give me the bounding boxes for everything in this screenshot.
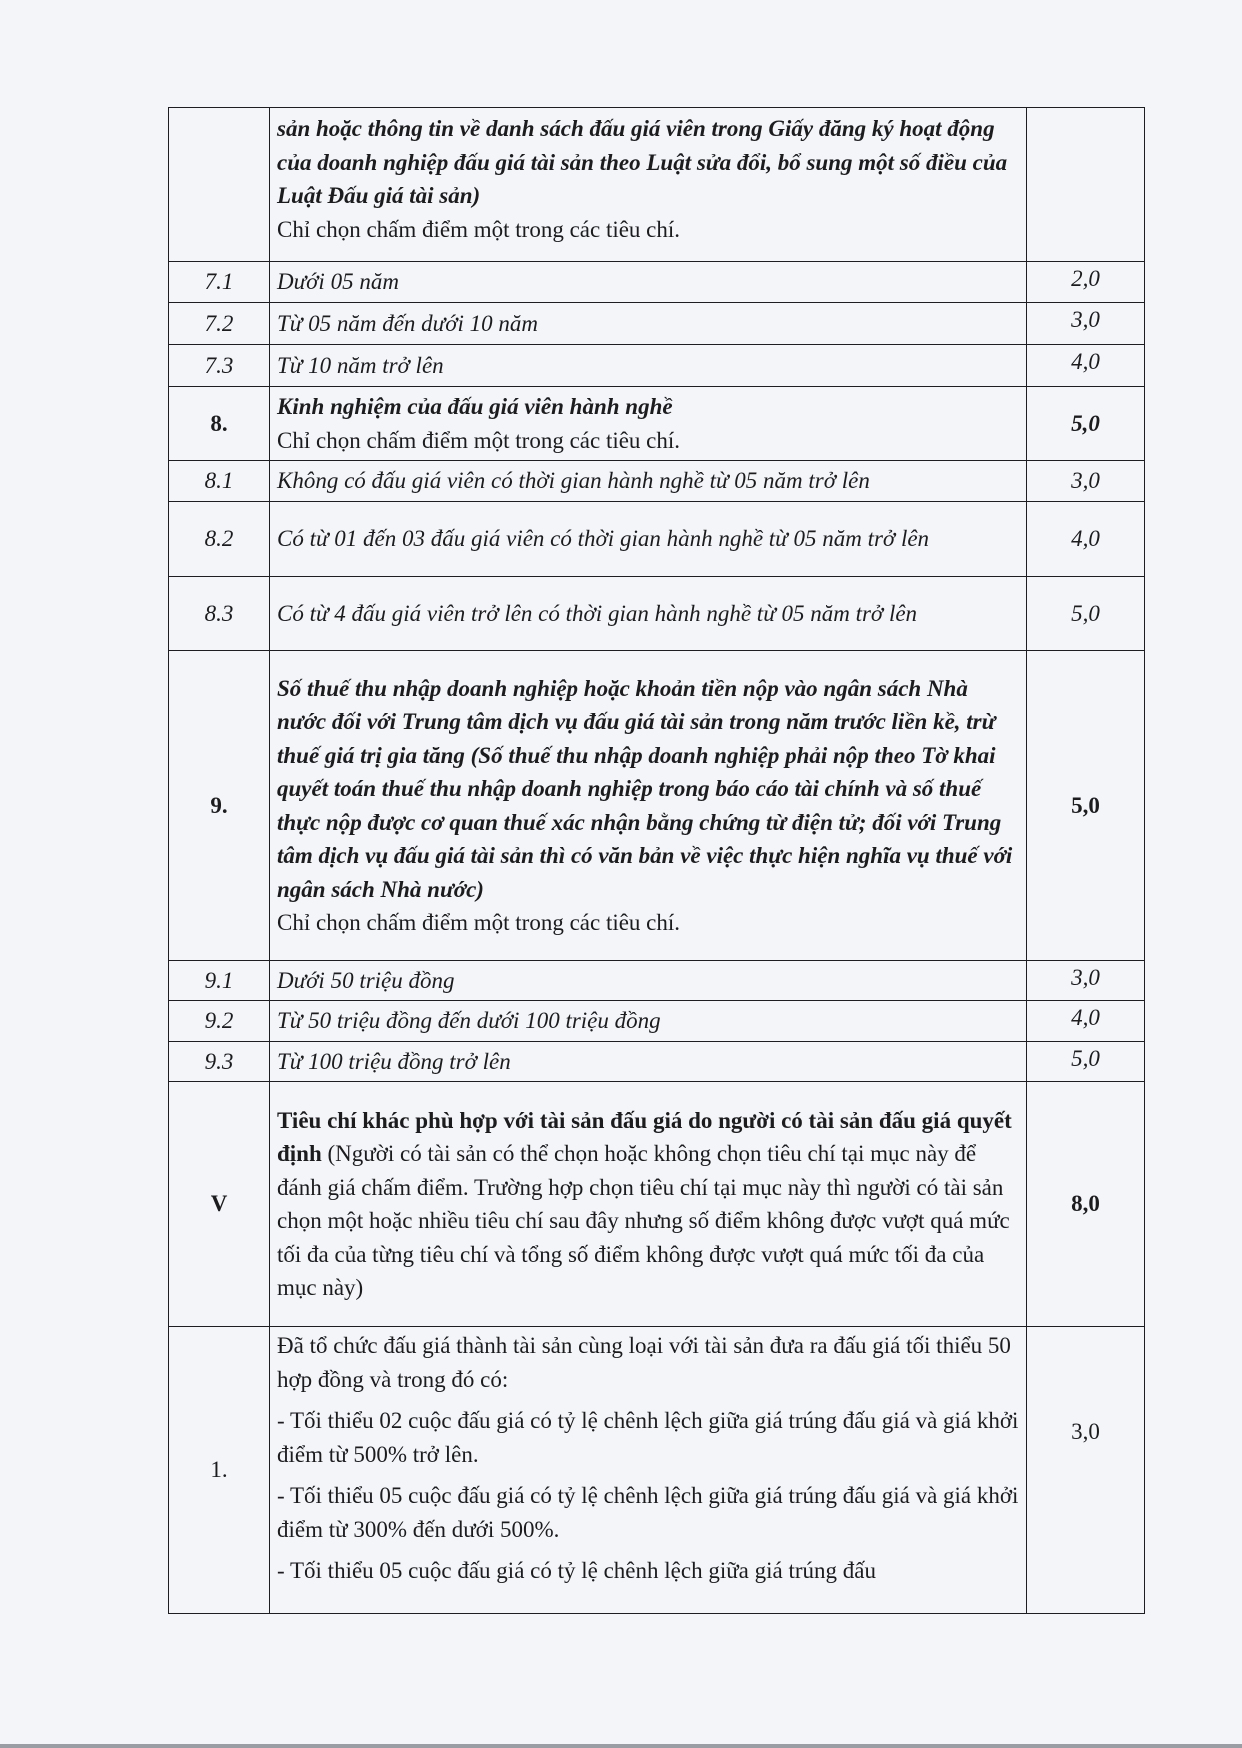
criterion-paragraph: - Tối thiểu 05 cuộc đấu giá có tỷ lệ chênh lệch giữa giá trúng đấu [277, 1558, 876, 1583]
table-row [169, 577, 1145, 651]
max-score [1027, 108, 1145, 262]
table-row [169, 262, 1145, 303]
section-title: Tiêu chí khác phù hợp với tài sản đấu giá do người có tài sản đấu giá quyết định [277, 1107, 1012, 1166]
table-row [169, 502, 1145, 577]
row-number: 7.1 [169, 262, 270, 303]
criterion-text [270, 651, 1027, 961]
table-row [169, 961, 1145, 1001]
row-number: 8.1 [169, 461, 270, 502]
scoring-criteria-table [168, 107, 1145, 1614]
score: 3,0 [1027, 303, 1145, 345]
criterion-paragraph: - Tối thiểu 02 cuộc đấu giá có tỷ lệ chênh lệch giữa giá trúng đấu giá và giá khởi điểm từ 500% trở lên. [277, 1408, 1019, 1467]
score: 3,0 [1027, 961, 1145, 1001]
table-row [169, 1082, 1145, 1327]
table-row [169, 108, 1145, 262]
row-number: 1. [169, 1327, 270, 1614]
row-number: 8. [169, 387, 270, 461]
criterion-text: Có từ 01 đến 03 đấu giá viên có thời gian hành nghề từ 05 năm trở lên [270, 502, 1027, 577]
score: 3,0 [1027, 461, 1145, 502]
max-score: 5,0 [1027, 387, 1145, 461]
criterion-text: Dưới 05 năm [270, 262, 1027, 303]
table-row [169, 1001, 1145, 1042]
row-number: 8.3 [169, 577, 270, 651]
criterion-text: Không có đấu giá viên có thời gian hành nghề từ 05 năm trở lên [270, 461, 1027, 502]
score: 4,0 [1027, 345, 1145, 387]
score: 5,0 [1027, 1042, 1145, 1082]
score: 5,0 [1027, 577, 1145, 651]
criterion-note: Chỉ chọn chấm điểm một trong các tiêu chí. [277, 427, 681, 453]
criterion-title: sản hoặc thông tin về danh sách đấu giá viên trong Giấy đăng ký hoạt động của doanh nghiệp đấu giá tài sản theo Luật sửa đổi, bổ sung một số điều của Luật Đấu giá tài sản) [277, 116, 1008, 208]
section-number: V [169, 1082, 270, 1327]
criterion-text: Từ 100 triệu đồng trở lên [270, 1042, 1027, 1082]
score: 4,0 [1027, 1001, 1145, 1042]
table-row [169, 303, 1145, 345]
row-number: 9.3 [169, 1042, 270, 1082]
criterion-title: Số thuế thu nhập doanh nghiệp hoặc khoản tiền nộp vào ngân sách Nhà nước đối với Trung tâm dịch vụ đấu giá tài sản trong năm trước liền kề, trừ thuế giá trị gia tăng (Số thuế thu nhập doanh nghiệp phải nộp theo Tờ khai quyết toán thuế thu nhập doanh nghiệp trong báo cáo tài chính và số thuế thực nộp được cơ quan thuế xác nhận bằng chứng từ điện tử; đối với Trung tâm dịch vụ đấu giá tài sản thì có văn bản về việc thực hiện nghĩa vụ thuế với ngân sách Nhà nước) [277, 675, 1013, 902]
criterion-text: Từ 05 năm đến dưới 10 năm [270, 303, 1027, 345]
table-row [169, 1042, 1145, 1082]
table-row [169, 1327, 1145, 1614]
criterion-text [270, 108, 1027, 262]
criterion-text [270, 1082, 1027, 1327]
table-row [169, 461, 1145, 502]
row-number: 9.1 [169, 961, 270, 1001]
row-number: 8.2 [169, 502, 270, 577]
max-score: 5,0 [1027, 651, 1145, 961]
criterion-text [270, 1327, 1027, 1614]
row-number: 7.2 [169, 303, 270, 345]
criterion-text: Từ 10 năm trở lên [270, 345, 1027, 387]
score: 2,0 [1027, 262, 1145, 303]
score: 4,0 [1027, 502, 1145, 577]
scan-edge [0, 1744, 1242, 1748]
max-score: 8,0 [1027, 1082, 1145, 1327]
row-number: 9.2 [169, 1001, 270, 1042]
table-row [169, 651, 1145, 961]
criterion-text: Từ 50 triệu đồng đến dưới 100 triệu đồng [270, 1001, 1027, 1042]
criterion-text: Có từ 4 đấu giá viên trở lên có thời gian hành nghề từ 05 năm trở lên [270, 577, 1027, 651]
criterion-note: Chỉ chọn chấm điểm một trong các tiêu chí. [277, 216, 681, 242]
table-row [169, 345, 1145, 387]
criterion-paragraph: - Tối thiểu 05 cuộc đấu giá có tỷ lệ chênh lệch giữa giá trúng đấu giá và giá khởi điểm từ 300% đến dưới 500%. [277, 1483, 1019, 1542]
criterion-paragraph: Đã tổ chức đấu giá thành tài sản cùng loại với tài sản đưa ra đấu giá tối thiểu 50 hợp đồng và trong đó có: [277, 1333, 1011, 1392]
criterion-title: Kinh nghiệm của đấu giá viên hành nghề [277, 394, 673, 419]
row-number: 9. [169, 651, 270, 961]
section-description: (Người có tài sản có thể chọn hoặc không chọn tiêu chí tại mục này để đánh giá chấm điểm. Trường hợp chọn tiêu chí tại mục này thì người có tài sản chọn một hoặc nhiều tiêu chí sau đây nhưng số điểm không được vượt quá mức tối đa của từng tiêu chí và tổng số điểm không được vượt quá mức tối đa của mục này) [277, 1141, 1010, 1300]
criterion-text [270, 387, 1027, 461]
criterion-text: Dưới 50 triệu đồng [270, 961, 1027, 1001]
criterion-note: Chỉ chọn chấm điểm một trong các tiêu chí. [277, 910, 681, 935]
row-number: 7.3 [169, 345, 270, 387]
score: 3,0 [1027, 1327, 1145, 1614]
row-number [169, 108, 270, 262]
table-row [169, 387, 1145, 461]
